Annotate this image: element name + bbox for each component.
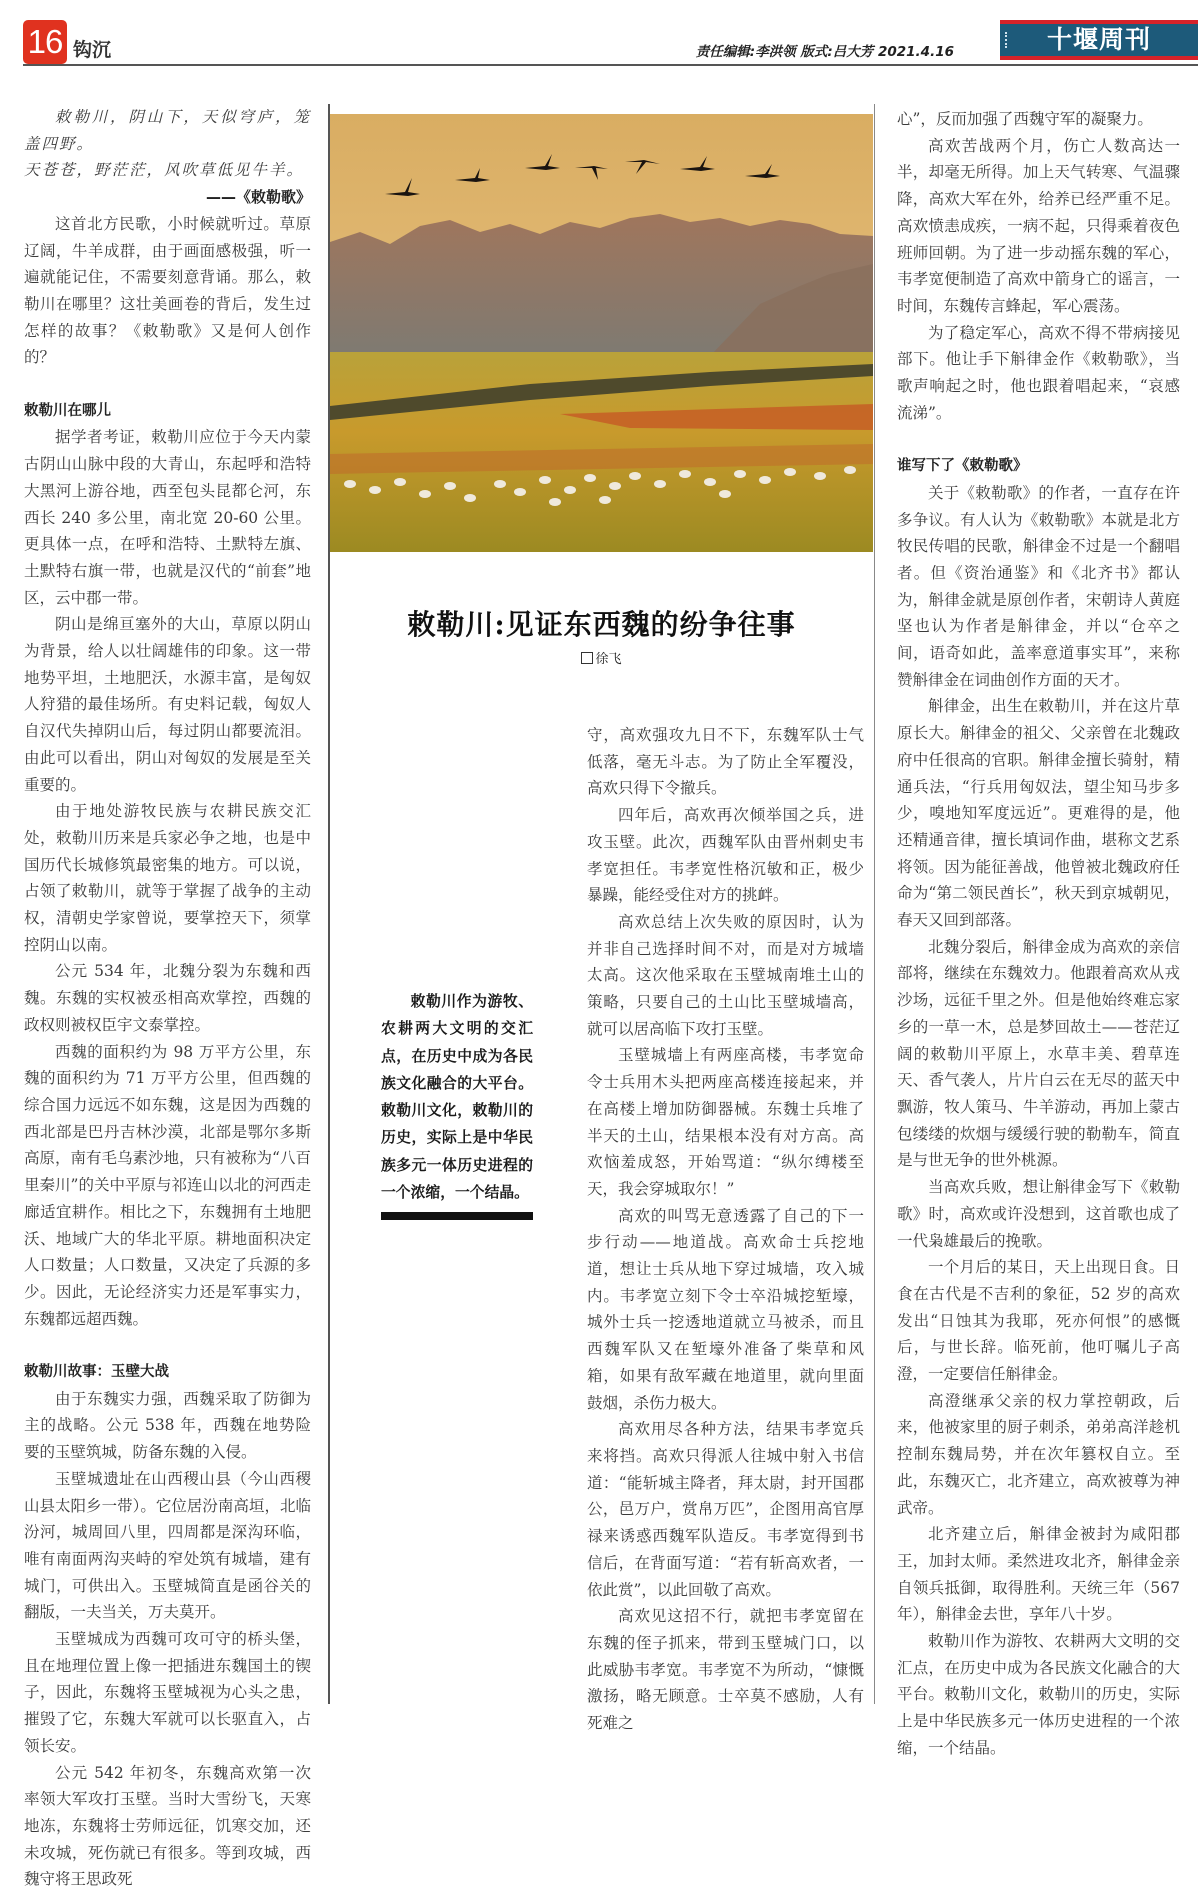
paragraph: 高欢苦战两个月，伤亡人数高达一半，却毫无所得。加上天气转寒、气温骤降，高欢大军在外，给养已经严重不足。高欢愤恚成疾，一病不起，只得乘着夜色班师回朝。为了进一步动摇东魏的军心，韦孝宽便制造了高欢中箭身亡的谣言，一时间，东魏传言蜂起，军心震荡。: [897, 136, 1180, 315]
paragraph: 据学者考证，敕勒川应位于今天内蒙古阴山山脉中段的大青山，东起呼和浩特大黑河上游谷地，西至包头昆都仑河，东西长 240 多公里，南北宽 20-60 公里。更具体一点，在呼和浩特、土默特左旗、土默特右旗一带，也就是汉代的“前套”地区，云中郡一带。: [24, 428, 311, 607]
paragraph: 西魏的面积约为 98 万平方公里，东魏的面积约为 71 万平方公里，但西魏的综合国力远远不如东魏，这是因为西魏的西北部是巴丹吉林沙漠，北部是鄂尔多斯高原，南有毛乌素沙地，只有被称为“八百里秦川”的关中平原与祁连山以北的河西走廊适宜耕作。相比之下，东魏拥有土地肥沃、地域广大的华北平原。耕地面积决定人口数量；人口数量，又决定了兵源的多少。因此，无论经济实力还是军事实力，东魏都远超西魏。: [24, 1042, 311, 1328]
publication-logo-text: 十堰周刊: [1046, 25, 1151, 54]
paragraph: 这首北方民歌，小时候就听过。草原辽阔，牛羊成群，由于画面感极强，听一遍就能记住，不需要刻意背诵。那么，敕勒川在哪里？这壮美画卷的背后，发生过怎样的故事？《敕勒歌》又是何人创作的？: [24, 214, 311, 367]
column-divider: [874, 104, 875, 1704]
section-heading: 敕勒川故事：玉壁大战: [24, 1364, 169, 1381]
paragraph: 公元 542 年初冬，东魏高欢第一次率领大军攻打玉壁。当时大雪纷飞，天寒地冻，东魏将士劳师远征，饥寒交加，还未攻城，死伤就已有很多。等到攻城，西魏守将王思政死: [24, 1763, 311, 1889]
paragraph: 高欢用尽各种方法，结果韦孝宽兵来将挡。高欢只得派人往城中射入书信道：“能斩城主降者，拜太尉，封开国郡公，邑万户，赏帛万匹”，企图用高官厚禄来诱惑西魏军队造反。韦孝宽得到书信后，在背面写道：“若有斩高欢者，一依此赏”，以此回敬了高欢。: [587, 1420, 864, 1599]
paragraph: 公元 534 年，北魏分裂为东魏和西魏。东魏的实权被丞相高欢掌控，西魏的政权则被权臣宇文泰掌控。: [24, 962, 311, 1034]
section-heading: 谁写下了《敕勒歌》: [897, 458, 1028, 475]
paragraph: 由于东魏实力强，西魏采取了防御为主的战略。公元 538 年，西魏在地势险要的玉壁筑城，防备东魏的入侵。: [24, 1389, 311, 1462]
paragraph: 北魏分裂后，斛律金成为高欢的亲信部将，继续在东魏效力。他跟着高欢从戎沙场，远征千里之外。但是他始终难忘家乡的一草一木，总是梦回故土——苍茫辽阔的敕勒川平原上，水草丰美、碧草连天、香气袭人，片片白云在无尽的蓝天中飘游，牧人策马、牛羊游动，再加上蒙古包缕缕的炊烟与缓缓行驶的勒勒车，简直是与世无争的世外桃源。: [897, 937, 1180, 1170]
landscape-photo: [330, 114, 873, 552]
poem-source: ——《敕勒歌》: [205, 188, 311, 207]
paragraph: 敕勒川作为游牧、农耕两大文明的交汇点，在历史中成为各民族文化融合的大平台。敕勒川文化，敕勒川的历史，实际上是中华民族多元一体历史进程的一个浓缩，一个结晶。: [897, 1632, 1180, 1757]
paragraph: 高欢总结上次失败的原因时，认为并非自己选择时间不对，而是对方城墙太高。这次他采取在玉壁城南堆土山的策略，只要自己的土山比玉壁城墙高，就可以居高临下攻打玉壁。: [587, 912, 864, 1038]
paragraph: 北齐建立后，斛律金被封为咸阳郡王，加封太师。柔然进攻北齐，斛律金亲自领兵抵御，取得胜利。天统三年（567 年），斛律金去世，享年八十岁。: [897, 1525, 1180, 1624]
section-name: 钩沉: [73, 39, 112, 61]
landscape-illustration: [330, 114, 873, 552]
logo-dots-decoration: [1005, 32, 1009, 48]
paragraph: 为了稳定军心，高欢不得不带病接见部下。他让手下斛律金作《敕勒歌》，当歌声响起之时，他也跟着唱起来，“哀感流涕”。: [897, 323, 1180, 422]
article-title: 敕勒川:见证东西魏的纷争往事: [407, 608, 796, 641]
byline-box-icon: [581, 652, 593, 664]
paragraph: 守，高欢强攻九日不下，东魏军队士气低落，毫无斗志。为了防止全军覆没，高欢只得下令撤兵。: [587, 726, 864, 798]
paragraph: 高澄继承父亲的权力掌控朝政，后来，他被家里的厨子刺杀，弟弟高洋趁机控制东魏局势，并在次年篡权自立。至此，东魏灭亡，北齐建立，高欢被尊为神武帝。: [897, 1391, 1180, 1517]
paragraph: 玉壁城成为西魏可攻可守的桥头堡，且在地理位置上像一把插进东魏国土的锲子，因此，东魏将玉壁城视为心头之患，摧毁了它，东魏大军就可以长驱直入，占领长安。: [24, 1630, 311, 1755]
paragraph: 高欢的叫骂无意透露了自己的下一步行动——地道战。高欢命士兵挖地道，想让士兵从地下穿过城墙，攻入城内。韦孝宽立刻下令士卒沿城挖堑壕，城外士兵一挖透地道就立马被杀，而且西魏军队又在堑壕外准备了柴草和风箱，如果有敌军藏在地道里，就向里面鼓烟，杀伤力极大。: [587, 1206, 864, 1412]
paragraph: 当高欢兵败，想让斛律金写下《敕勒歌》时，高欢或许没想到，这首歌也成了一代枭雄最后的挽歌。: [897, 1178, 1180, 1250]
article-column-right: [897, 106, 1180, 1762]
pull-quote-text: 敕勒川作为游牧、农耕两大文明的交汇点，在历史中成为各民族文化融合的大平台。敕勒川文化，敕勒川的历史，实际上是中华民族多元一体历史进程的一个浓缩，一个结晶。: [381, 993, 533, 1202]
article-column-left: [24, 104, 311, 1893]
paragraph: 玉壁城遗址在山西稷山县（今山西稷山县太阳乡一带）。它位居汾南高垣，北临汾河，城周回八里，四周都是深沟环临，唯有南面两沟夹峙的窄处筑有城墙，建有城门，可供出入。玉壁城简直是函谷关的翻版，一夫当关，万夫莫开。: [24, 1469, 311, 1622]
paragraph: 阴山是绵亘塞外的大山，草原以阴山为背景，给人以壮阔雄伟的印象。这一带地势平坦，土地肥沃，水源丰富，是匈奴人狩猎的最佳场所。有史料记载，匈奴人自汉代失掉阴山后，每过阴山都要流泪。由此可以看出，阴山对匈奴的发展是至关重要的。: [24, 615, 311, 794]
paragraph: 斛律金，出生在敕勒川，并在这片草原长大。斛律金的祖父、父亲曾在北魏政府中任很高的官职。斛律金擅长骑射，精通兵法，“行兵用匈奴法，望尘知马步多少，嗅地知军度远近”。更难得的是，他还精通音律，擅长填词作曲，堪称文艺系将领。因为能征善战，他曾被北魏政府任命为“第二领民酋长”，秋天到京城朝见，春天又回到部落。: [897, 697, 1180, 930]
paragraph: 关于《敕勒歌》的作者，一直存在许多争议。有人认为《敕勒歌》本就是北方牧民传唱的民歌，斛律金不过是一个翻唱者。但《资治通鉴》和《北齐书》都认为，斛律金就是原创作者，宋朝诗人黄庭坚也认为作者是斛律金，并以“仓卒之间，语奇如此，盖率意道事实耳”，来称赞斛律金在词曲创作方面的天才。: [897, 483, 1180, 689]
header-rule: [23, 64, 1198, 66]
paragraph: 心”，反而加强了西魏守军的凝聚力。: [897, 110, 1153, 128]
paragraph: 由于地处游牧民族与农耕民族交汇处，敕勒川历来是兵家必争之地，也是中国历代长城修筑最密集的地方。可以说，占领了敕勒川，就等于掌握了战争的主动权，清朝史学家曾说，要掌控天下，须掌控阴山以南。: [24, 802, 311, 954]
article-column-middle: [587, 722, 864, 1737]
editor-credit: 责任编辑:李洪领 版式:吕大芳 2021.4.16: [695, 44, 954, 60]
poem-line: 天苍苍，野茫茫，风吹草低见牛羊。: [24, 161, 305, 180]
pull-quote: [381, 988, 533, 1206]
pull-quote-bar: [381, 1212, 533, 1220]
paragraph: 一个月后的某日，天上出现日食。日食在古代是不吉利的象征，52 岁的高欢发出“日蚀其为我耶，死亦何恨”的感慨后，与世长辞。临死前，他叮嘱儿子高澄，一定要信任斛律金。: [897, 1258, 1180, 1384]
section-heading: 敕勒川在哪儿: [24, 402, 111, 419]
byline: [330, 648, 873, 667]
paragraph: 高欢见这招不行，就把韦孝宽留在东魏的侄子抓来，带到玉壁城门口，以此威胁韦孝宽。韦孝宽不为所动，“慷慨激扬，略无顾意。士卒莫不感励，人有死难之: [587, 1607, 864, 1733]
paragraph: 四年后，高欢再次倾举国之兵，进攻玉壁。此次，西魏军队由晋州刺史韦孝宽担任。韦孝宽性格沉敏和正，极少暴躁，能经受住对方的挑衅。: [587, 806, 864, 905]
paragraph: 玉壁城墙上有两座高楼，韦孝宽命令士兵用木头把两座高楼连接起来，并在高楼上增加防御器械。东魏士兵堆了半天的土山，结果根本没有对方高。高欢恼羞成怒，开始骂道：“纵尔缚楼至天，我会穿城取尔！”: [587, 1046, 864, 1198]
poem-line: 敕勒川，阴山下，天似穹庐，笼盖四野。: [24, 108, 311, 153]
publication-logo: [1000, 20, 1198, 60]
author-name: 徐飞: [595, 652, 622, 667]
page-number-badge: 16: [23, 20, 67, 64]
